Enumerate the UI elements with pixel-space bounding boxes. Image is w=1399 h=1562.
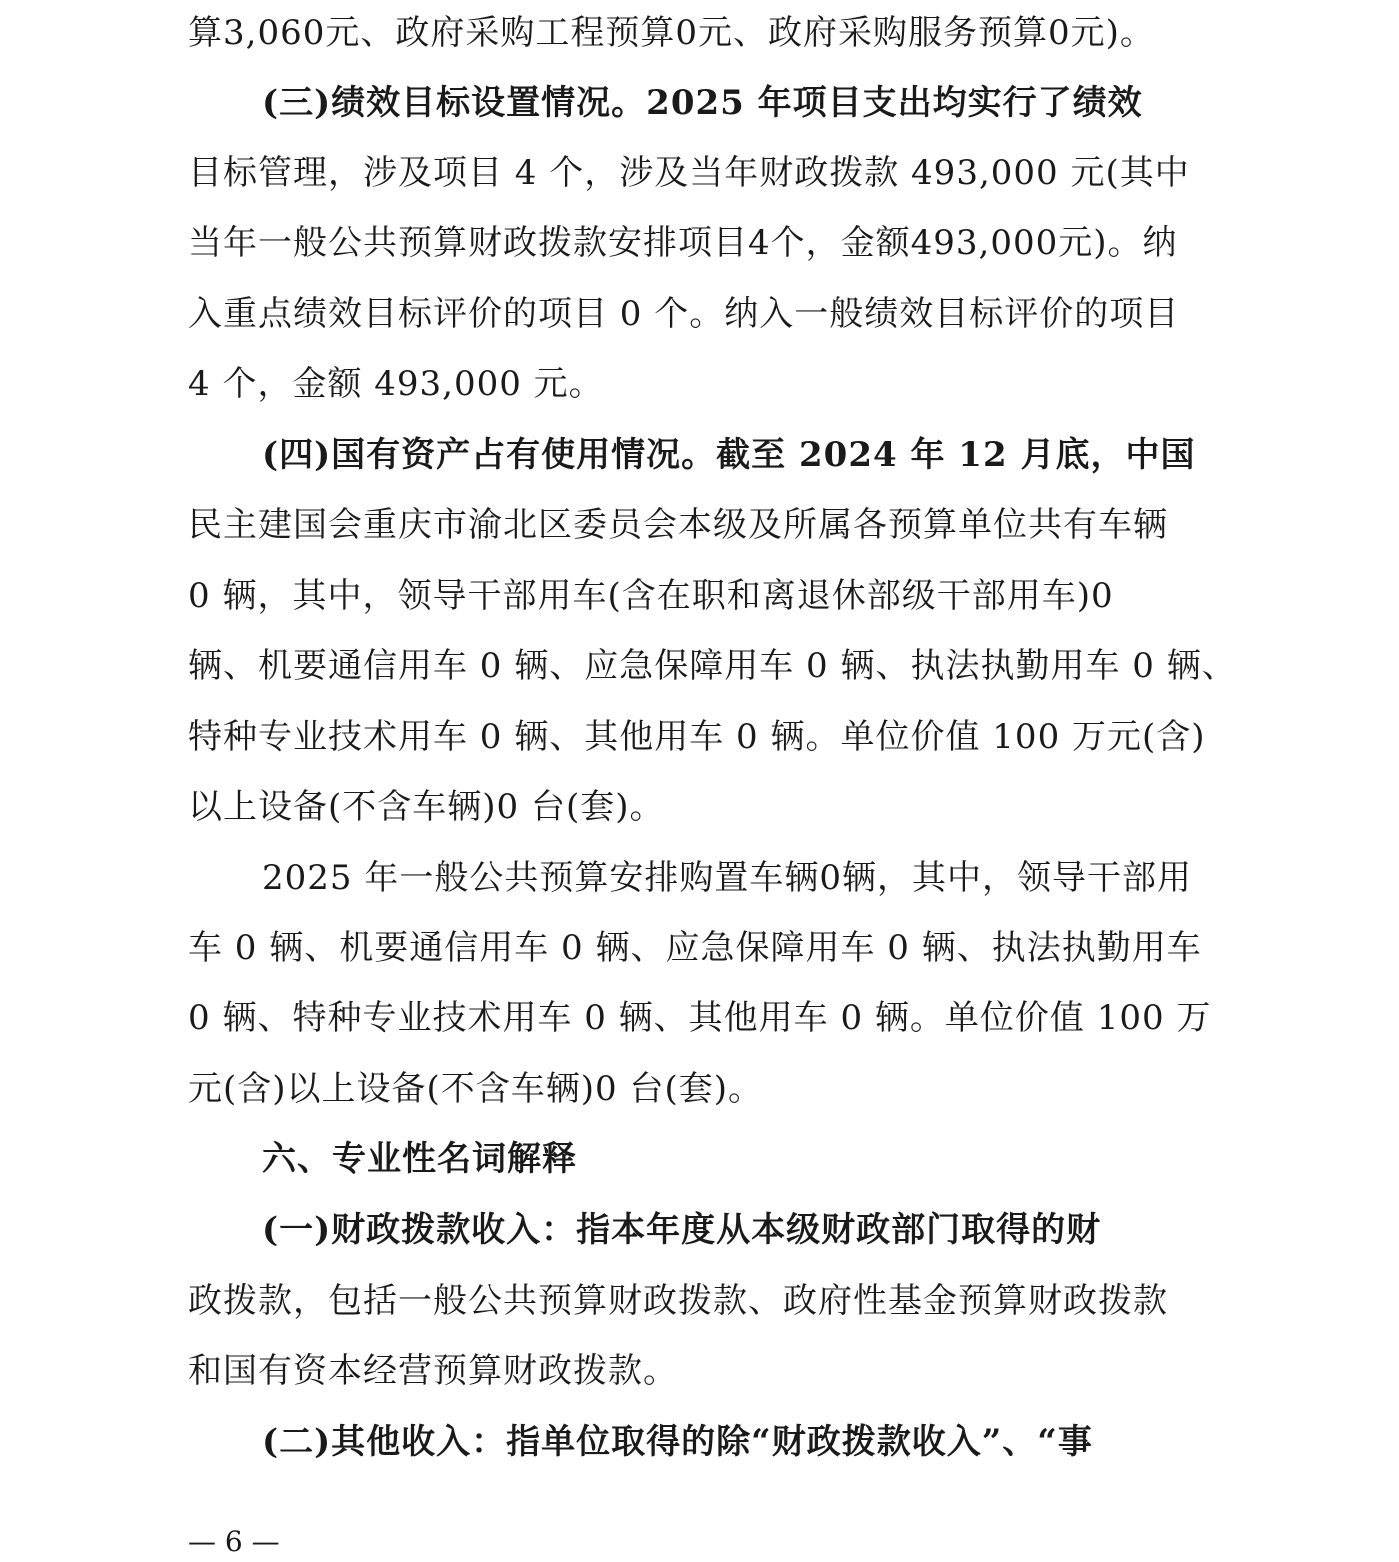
- section-heading-state-assets: (四)国有资产占有使用情况。截至 2024 年 12 月底，中国: [262, 435, 1196, 475]
- paragraph-line: 车 0 辆、机要通信用车 0 辆、应急保障用车 0 辆、执法执勤用车: [188, 928, 1202, 968]
- page-number: — 6 —: [188, 1525, 280, 1558]
- term-other-income: (二)其他收入：指单位取得的除“财政拨款收入”、“事: [262, 1422, 1093, 1462]
- paragraph-line: 特种专业技术用车 0 辆、其他用车 0 辆。单位价值 100 万元(含): [188, 717, 1206, 757]
- paragraph-line: 0 辆，其中，领导干部用车(含在职和离退休部级干部用车)0: [188, 576, 1114, 616]
- paragraph-line: 2025 年一般公共预算安排购置车辆0辆，其中，领导干部用: [262, 858, 1192, 898]
- term-fiscal-appropriation: (一)财政拨款收入：指本年度从本级财政部门取得的财: [262, 1210, 1102, 1250]
- paragraph-line: 算3,060元、政府采购工程预算0元、政府采购服务预算0元)。: [188, 13, 1155, 53]
- paragraph-line: 当年一般公共预算财政拨款安排项目4个，金额493,000元)。纳: [188, 223, 1178, 263]
- paragraph-line: 入重点绩效目标评价的项目 0 个。纳入一般绩效目标评价的项目: [188, 294, 1180, 334]
- paragraph-line: 目标管理，涉及项目 4 个，涉及当年财政拨款 493,000 元(其中: [188, 153, 1190, 193]
- paragraph-line: 以上设备(不含车辆)0 台(套)。: [188, 787, 665, 827]
- paragraph-line: 0 辆、特种专业技术用车 0 辆、其他用车 0 辆。单位价值 100 万: [188, 998, 1212, 1038]
- paragraph-line: 元(含)以上设备(不含车辆)0 台(套)。: [188, 1069, 764, 1109]
- section-heading-performance-goals: (三)绩效目标设置情况。2025 年项目支出均实行了绩效: [262, 83, 1143, 123]
- paragraph-line: 政拨款，包括一般公共预算财政拨款、政府性基金预算财政拨款: [188, 1281, 1168, 1321]
- paragraph-line: 辆、机要通信用车 0 辆、应急保障用车 0 辆、执法执勤用车 0 辆、: [188, 646, 1237, 686]
- paragraph-line: 民主建国会重庆市渝北区委员会本级及所属各预算单位共有车辆: [188, 505, 1168, 545]
- paragraph-line: 和国有资本经营预算财政拨款。: [188, 1351, 678, 1391]
- paragraph-line: 4 个，金额 493,000 元。: [188, 364, 604, 404]
- section-title-terminology: 六、专业性名词解释: [262, 1139, 577, 1179]
